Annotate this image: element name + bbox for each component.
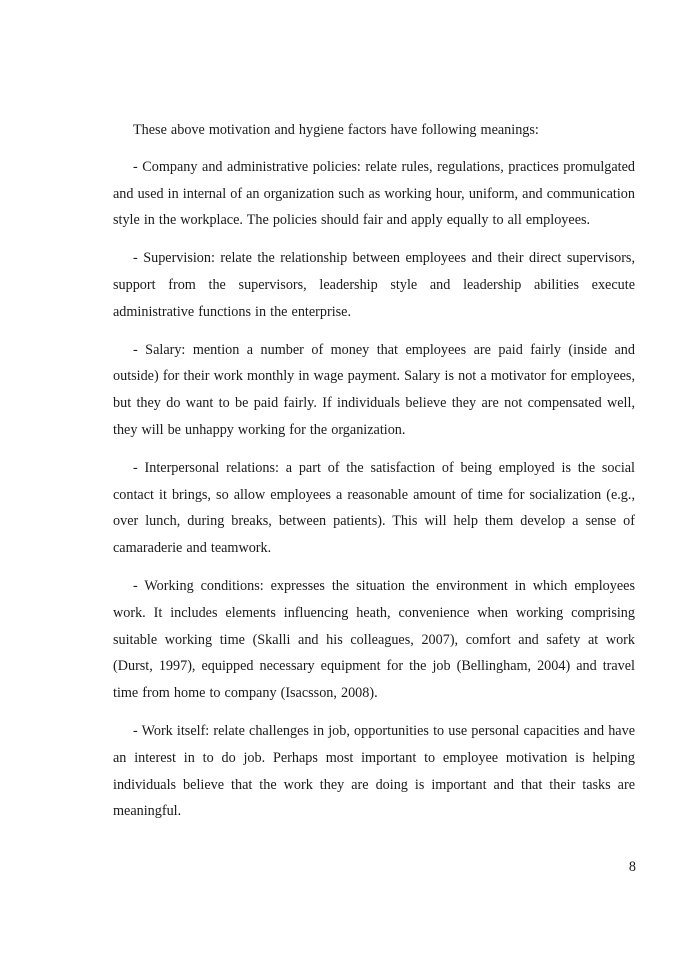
paragraph-working-conditions: - Working conditions: expresses the situation the environment in which employees work. It includes elements influencing heath, convenience when working comprising suitable working time (Skalli and his colleagues, 2007), comfort and safety at work (Durst, 1997), equipped necessary equipment for the job (Bellingham, 2004) and travel time from home to company (Isacsson, 2008). <box>113 577 635 702</box>
paragraph-work-itself: - Work itself: relate challenges in job, opportunities to use personal capacities and have an interest in to do job. Perhaps most important to employee motivation is helping individuals believe that the work they are doing is important and that their tasks are meaningful. <box>113 722 635 820</box>
paragraph-supervision: - Supervision: relate the relationship between employees and their direct supervisors, support from the supervisors, leadership style and leadership abilities execute administrative functions in the enterprise. <box>113 250 635 320</box>
intro-paragraph: These above motivation and hygiene factors have following meanings: <box>133 122 539 138</box>
paragraph-company-policies: - Company and administrative policies: relate rules, regulations, practices promulgated and used in internal of an organization such as working hour, uniform, and communication style in the workplace. The policies should fair and apply equally to all employees. <box>113 158 635 229</box>
page-number: 8 <box>628 859 636 875</box>
page-body <box>113 117 635 836</box>
paragraph-interpersonal-relations: - Interpersonal relations: a part of the satisfaction of being employed is the social contact it brings, so allow employees a reasonable amount of time for socialization (e.g., over lunch, during breaks, between patients). This will help them develop a sense of camaraderie and teamwork. <box>113 459 635 557</box>
paragraph-salary: - Salary: mention a number of money that employees are paid fairly (inside and outside) for their work monthly in wage payment. Salary is not a motivator for employees, but they do want to be paid fairly. If individuals believe they are not compensated well, they will be unhappy working for the organization. <box>113 341 635 438</box>
